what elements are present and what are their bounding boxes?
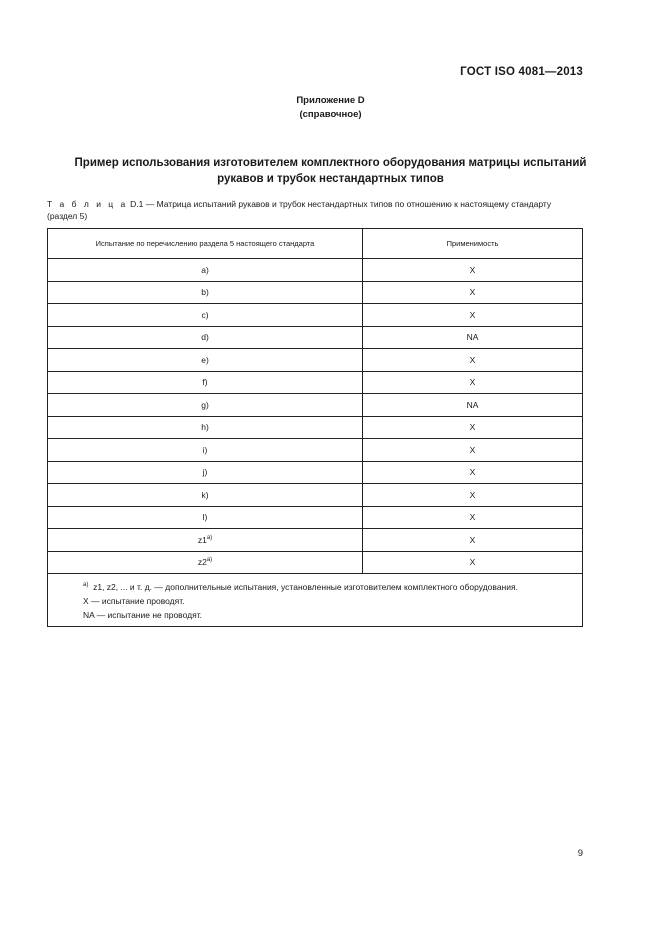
table-header-row bbox=[48, 229, 583, 259]
applicability-cell: X bbox=[363, 304, 583, 327]
footnote-ref: a) bbox=[206, 557, 213, 564]
table-caption-text: D.1 — Матрица испытаний рукавов и трубок нестандартных типов по отношению к настоящему стандарту (раздел 5) bbox=[47, 199, 552, 221]
test-item-label: b) bbox=[201, 287, 209, 298]
applicability-cell: X bbox=[363, 371, 583, 394]
table-row bbox=[48, 349, 583, 372]
test-item-cell bbox=[48, 394, 363, 417]
applicability-cell: X bbox=[363, 506, 583, 529]
applicability-cell: X bbox=[363, 439, 583, 462]
table-row bbox=[48, 529, 583, 552]
applicability-cell: X bbox=[363, 484, 583, 507]
test-item-label: d) bbox=[201, 332, 209, 343]
table-row bbox=[48, 484, 583, 507]
applicability-cell: NA bbox=[363, 326, 583, 349]
applicability-cell: X bbox=[363, 529, 583, 552]
test-item-cell bbox=[48, 506, 363, 529]
annex-heading bbox=[0, 94, 661, 122]
table-row bbox=[48, 281, 583, 304]
annex-title: Приложение D bbox=[296, 95, 365, 106]
table-footnote-row bbox=[48, 574, 583, 627]
test-item-cell bbox=[48, 326, 363, 349]
test-item-label: h) bbox=[201, 422, 209, 433]
table-row bbox=[48, 394, 583, 417]
table-row bbox=[48, 439, 583, 462]
applicability-cell: X bbox=[363, 259, 583, 282]
table-row bbox=[48, 461, 583, 484]
annex-status: (справочное) bbox=[299, 109, 362, 120]
header-test: Испытание по перечислению раздела 5 настоящего стандарта bbox=[48, 229, 363, 259]
header-applicability: Применимость bbox=[363, 229, 583, 259]
footnote-marker: a) bbox=[83, 582, 89, 588]
table-row bbox=[48, 416, 583, 439]
test-item-cell bbox=[48, 529, 363, 552]
table-row bbox=[48, 326, 583, 349]
applicability-cell: NA bbox=[363, 394, 583, 417]
section-title: Пример использования изготовителем комплектного оборудования матрицы испытаний рукавов и трубок нестандартных типов bbox=[74, 157, 587, 185]
test-item-label: j) bbox=[202, 467, 208, 478]
legend-na: NA — испытание не проводят. bbox=[83, 610, 203, 620]
table-row bbox=[48, 551, 583, 574]
footnote-a bbox=[83, 580, 574, 594]
test-item-cell bbox=[48, 484, 363, 507]
test-item-cell bbox=[48, 304, 363, 327]
test-item-cell bbox=[48, 259, 363, 282]
test-item-label: k) bbox=[201, 489, 209, 500]
footnote-text: z1, z2, ... и т. д. — дополнительные испытания, установленные изготовителем комплектного оборудования. bbox=[93, 582, 518, 592]
table-body bbox=[48, 259, 583, 574]
test-item-label: i) bbox=[202, 444, 208, 455]
standard-code: ГОСТ ISO 4081—2013 bbox=[460, 66, 583, 78]
test-item-cell bbox=[48, 371, 363, 394]
test-item-label: a) bbox=[201, 264, 209, 275]
table-caption bbox=[47, 198, 583, 222]
page-number: 9 bbox=[577, 848, 583, 859]
test-item-label: f) bbox=[202, 377, 208, 388]
test-item-label: c) bbox=[201, 309, 209, 320]
table-row bbox=[48, 259, 583, 282]
test-item-cell bbox=[48, 439, 363, 462]
test-item-label: z2 bbox=[197, 557, 207, 568]
test-item-label: z1 bbox=[197, 534, 207, 545]
test-item-label: g) bbox=[201, 399, 209, 410]
legend-x: X — испытание проводят. bbox=[83, 596, 185, 606]
table-caption-prefix: Т а б л и ц а bbox=[47, 199, 128, 209]
test-item-cell bbox=[48, 281, 363, 304]
applicability-cell: X bbox=[363, 461, 583, 484]
footnote-ref: a) bbox=[206, 534, 213, 541]
test-matrix-table bbox=[47, 228, 583, 627]
table-row bbox=[48, 506, 583, 529]
test-item-cell bbox=[48, 551, 363, 574]
test-item-label: l) bbox=[202, 512, 208, 523]
applicability-cell: X bbox=[363, 551, 583, 574]
table-notes bbox=[48, 574, 583, 627]
applicability-cell: X bbox=[363, 416, 583, 439]
table-row bbox=[48, 304, 583, 327]
test-item-cell bbox=[48, 349, 363, 372]
test-item-cell bbox=[48, 461, 363, 484]
applicability-cell: X bbox=[363, 281, 583, 304]
applicability-cell: X bbox=[363, 349, 583, 372]
test-item-cell bbox=[48, 416, 363, 439]
test-item-label: e) bbox=[201, 354, 209, 365]
table-row bbox=[48, 371, 583, 394]
